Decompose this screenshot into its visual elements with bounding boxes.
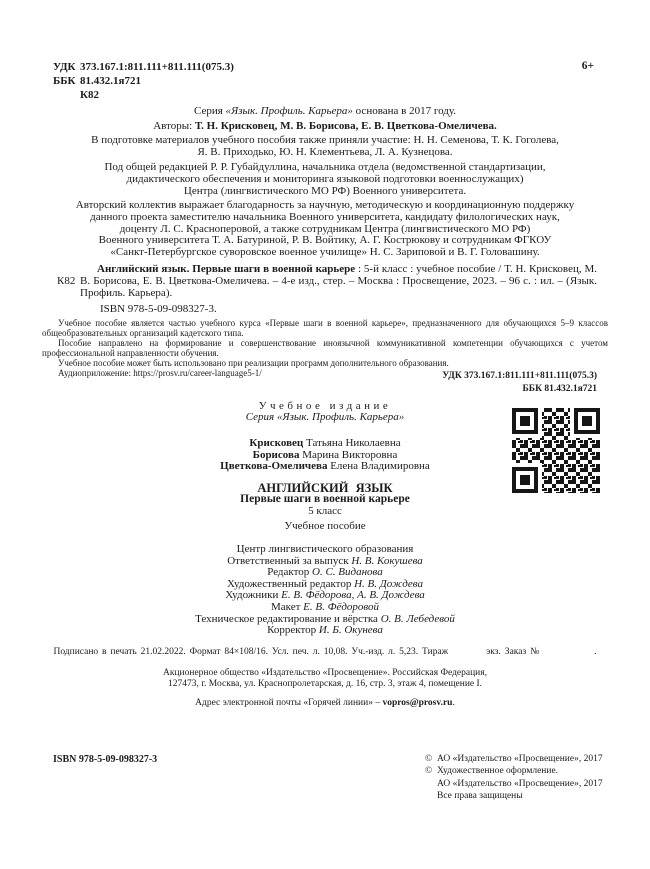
card-description: : 5-й класс : учебное пособие / Т. Н. Крисковец, М. В. Борисова, Е. В. Цветкова-Омеличева. – 4-е изд., стер. – Москва : Просвещение, 2023. – 96 с. : ил. – (Язык. Профиль. Карьера).	[80, 263, 598, 299]
authors-names: Т. Н. Крисковец, М. В. Борисова, Е. В. Цветкова-Омеличева.	[194, 120, 497, 132]
book-subtitle: Первые шаги в военной карьере	[240, 493, 410, 505]
copyright-line: © Художественное оформление.	[425, 766, 559, 777]
authors-note: Авторы: Т. Н. Крисковец, М. В. Борисова, Е. В. Цветкова-Омеличева.	[153, 120, 497, 132]
udk-label: УДК	[53, 61, 76, 73]
staff-line: Техническое редактирование и вёрстка О. В. Лебедевой	[195, 612, 455, 625]
audio-app-link: Аудиоприложение: https://prosv.ru/career-language5-1/	[58, 368, 262, 378]
copyright-icon: ©	[425, 766, 433, 777]
isbn-bottom: ISBN 978-5-09-098327-3	[53, 754, 158, 765]
udk-value: 373.167.1:811.111+811.111(075.3)	[80, 61, 234, 73]
udk-line	[53, 60, 597, 74]
staff-line: Корректор И. Б. Окунева	[267, 624, 383, 637]
author-index-value: К82	[80, 89, 99, 101]
series-title: «Язык. Профиль. Карьера»	[225, 105, 353, 117]
codes-top-block	[53, 60, 597, 102]
edition-kind: Учебное издание	[258, 400, 392, 412]
annotation-paragraph: Учебное пособие является частью учебного курса «Первые шаги в военной карьере», предназначенного для обучающихся 5–9 классов общеобразовательных организаций кадетского типа.	[42, 318, 608, 338]
bbk-label: ББК	[53, 75, 76, 87]
staff-line: Художественный редактор Н. В. Дождева	[227, 577, 423, 590]
copyright-block	[425, 753, 603, 802]
book-title: АНГЛИЙСКИЙ ЯЗЫК	[257, 481, 393, 495]
editorial-note: Под общей редакцией Р. Р. Губайдуллина, начальника отдела (ведомственной стандартизации, дидактического обеспечения и мониторинга языковой подготовки военнослужащих) Центра (лингвистического МО РФ) Военного университета.	[104, 161, 546, 197]
edition-series: Серия «Язык. Профиль. Карьера»	[245, 411, 405, 423]
qr-code-image	[512, 408, 600, 493]
publication-type: Учебное пособие	[284, 520, 366, 532]
grade-level: 5 класс	[308, 505, 342, 517]
staff-line: Ответственный за выпуск Н. В. Кокушева	[227, 554, 423, 567]
author-line: Борисова Марина Викторовна	[252, 448, 398, 461]
bbk-value: 81.432.1я721	[80, 75, 141, 87]
author-index-line	[53, 88, 597, 102]
staff-line: Редактор О. С. Виданова	[267, 566, 383, 579]
copyright-line: АО «Издательство «Просвещение», 2017	[437, 778, 603, 789]
annotation-block	[42, 318, 608, 378]
staff-line: Художники Е. В. Фёдорова, А. В. Дождева	[225, 589, 425, 602]
author-line: Цветкова-Омеличева Елена Владимировна	[220, 460, 430, 473]
codes-right-block	[53, 370, 597, 396]
udk-right: УДК 373.167.1:811.111+811.111(075.3)	[442, 371, 597, 381]
annotation-paragraph: Учебное пособие может быть использовано при реализации программ дополнительного образования.	[58, 358, 449, 368]
age-rating-badge: 6+	[581, 60, 594, 72]
hotline-email-line: Адрес электронной почты «Горячей линии» – vopros@prosv.ru.	[195, 698, 455, 708]
acknowledgment-note: Авторский коллектив выражает благодарность за научную, методическую и координационную поддержку данного проекта заместителю начальника Военного университета, кандидату филологических наук, доценту Л. С. Красноперовой, а также сотрудникам Центра (лингвистического МО РФ) Военного университета Т. А. Батуриной, Р. В. Войтику, А. Г. Кострюкову и сотрудникам ФГКОУ «Санкт-Петербургское суворовское военное училище» Н. С. Зариповой и В. Г. Головашину.	[75, 199, 575, 259]
bbk-line	[53, 74, 597, 88]
staff-block	[53, 544, 597, 637]
email-address: vopros@prosv.ru	[382, 698, 453, 708]
publisher-address: Акционерное общество «Издательство «Просвещение». Российская Федерация, 127473, г. Москва, ул. Краснопролетарская, д. 16, стр. 3, этаж 4, помещение I.	[162, 668, 488, 689]
annotation-paragraph: Пособие направлено на формирование и совершенствование иноязычной коммуникативной компетенции обучающихся с учетом профессиональной направленности обучения.	[42, 338, 608, 358]
copyright-line: © АО «Издательство «Просвещение», 2017	[425, 754, 603, 764]
copyright-line: Все права защищены	[437, 790, 523, 801]
author-line: Крисковец Татьяна Николаевна	[249, 437, 401, 449]
card-title: Английский язык. Первые шаги в военной карьере	[97, 263, 356, 275]
participants-note: В подготовке материалов учебного пособия также приняли участие: Н. Н. Семенова, Т. К. Гоголева, Я. В. Приходько, Ю. Н. Клементьева, Л. А. Кузнецова.	[91, 134, 559, 158]
copyright-icon: ©	[425, 754, 433, 764]
staff-line: Макет Е. В. Фёдоровой	[270, 600, 380, 613]
card-isbn: ISBN 978-5-09-098327-3.	[100, 303, 217, 315]
qr-code	[512, 408, 600, 493]
bbk-right: ББК 81.432.1я721	[522, 384, 597, 394]
print-info-line: Подписано в печать 21.02.2022. Формат 84×108/16. Усл. печ. л. 10,08. Уч.-изд. л. 5,23. Тираж экз. Заказ № .	[53, 647, 597, 657]
card-index: К82	[57, 275, 76, 287]
series-note: Серия «Язык. Профиль. Карьера» основана в 2017 году.	[193, 105, 457, 117]
catalog-card	[53, 264, 597, 300]
staff-line: Центр лингвистического образования	[236, 543, 414, 555]
